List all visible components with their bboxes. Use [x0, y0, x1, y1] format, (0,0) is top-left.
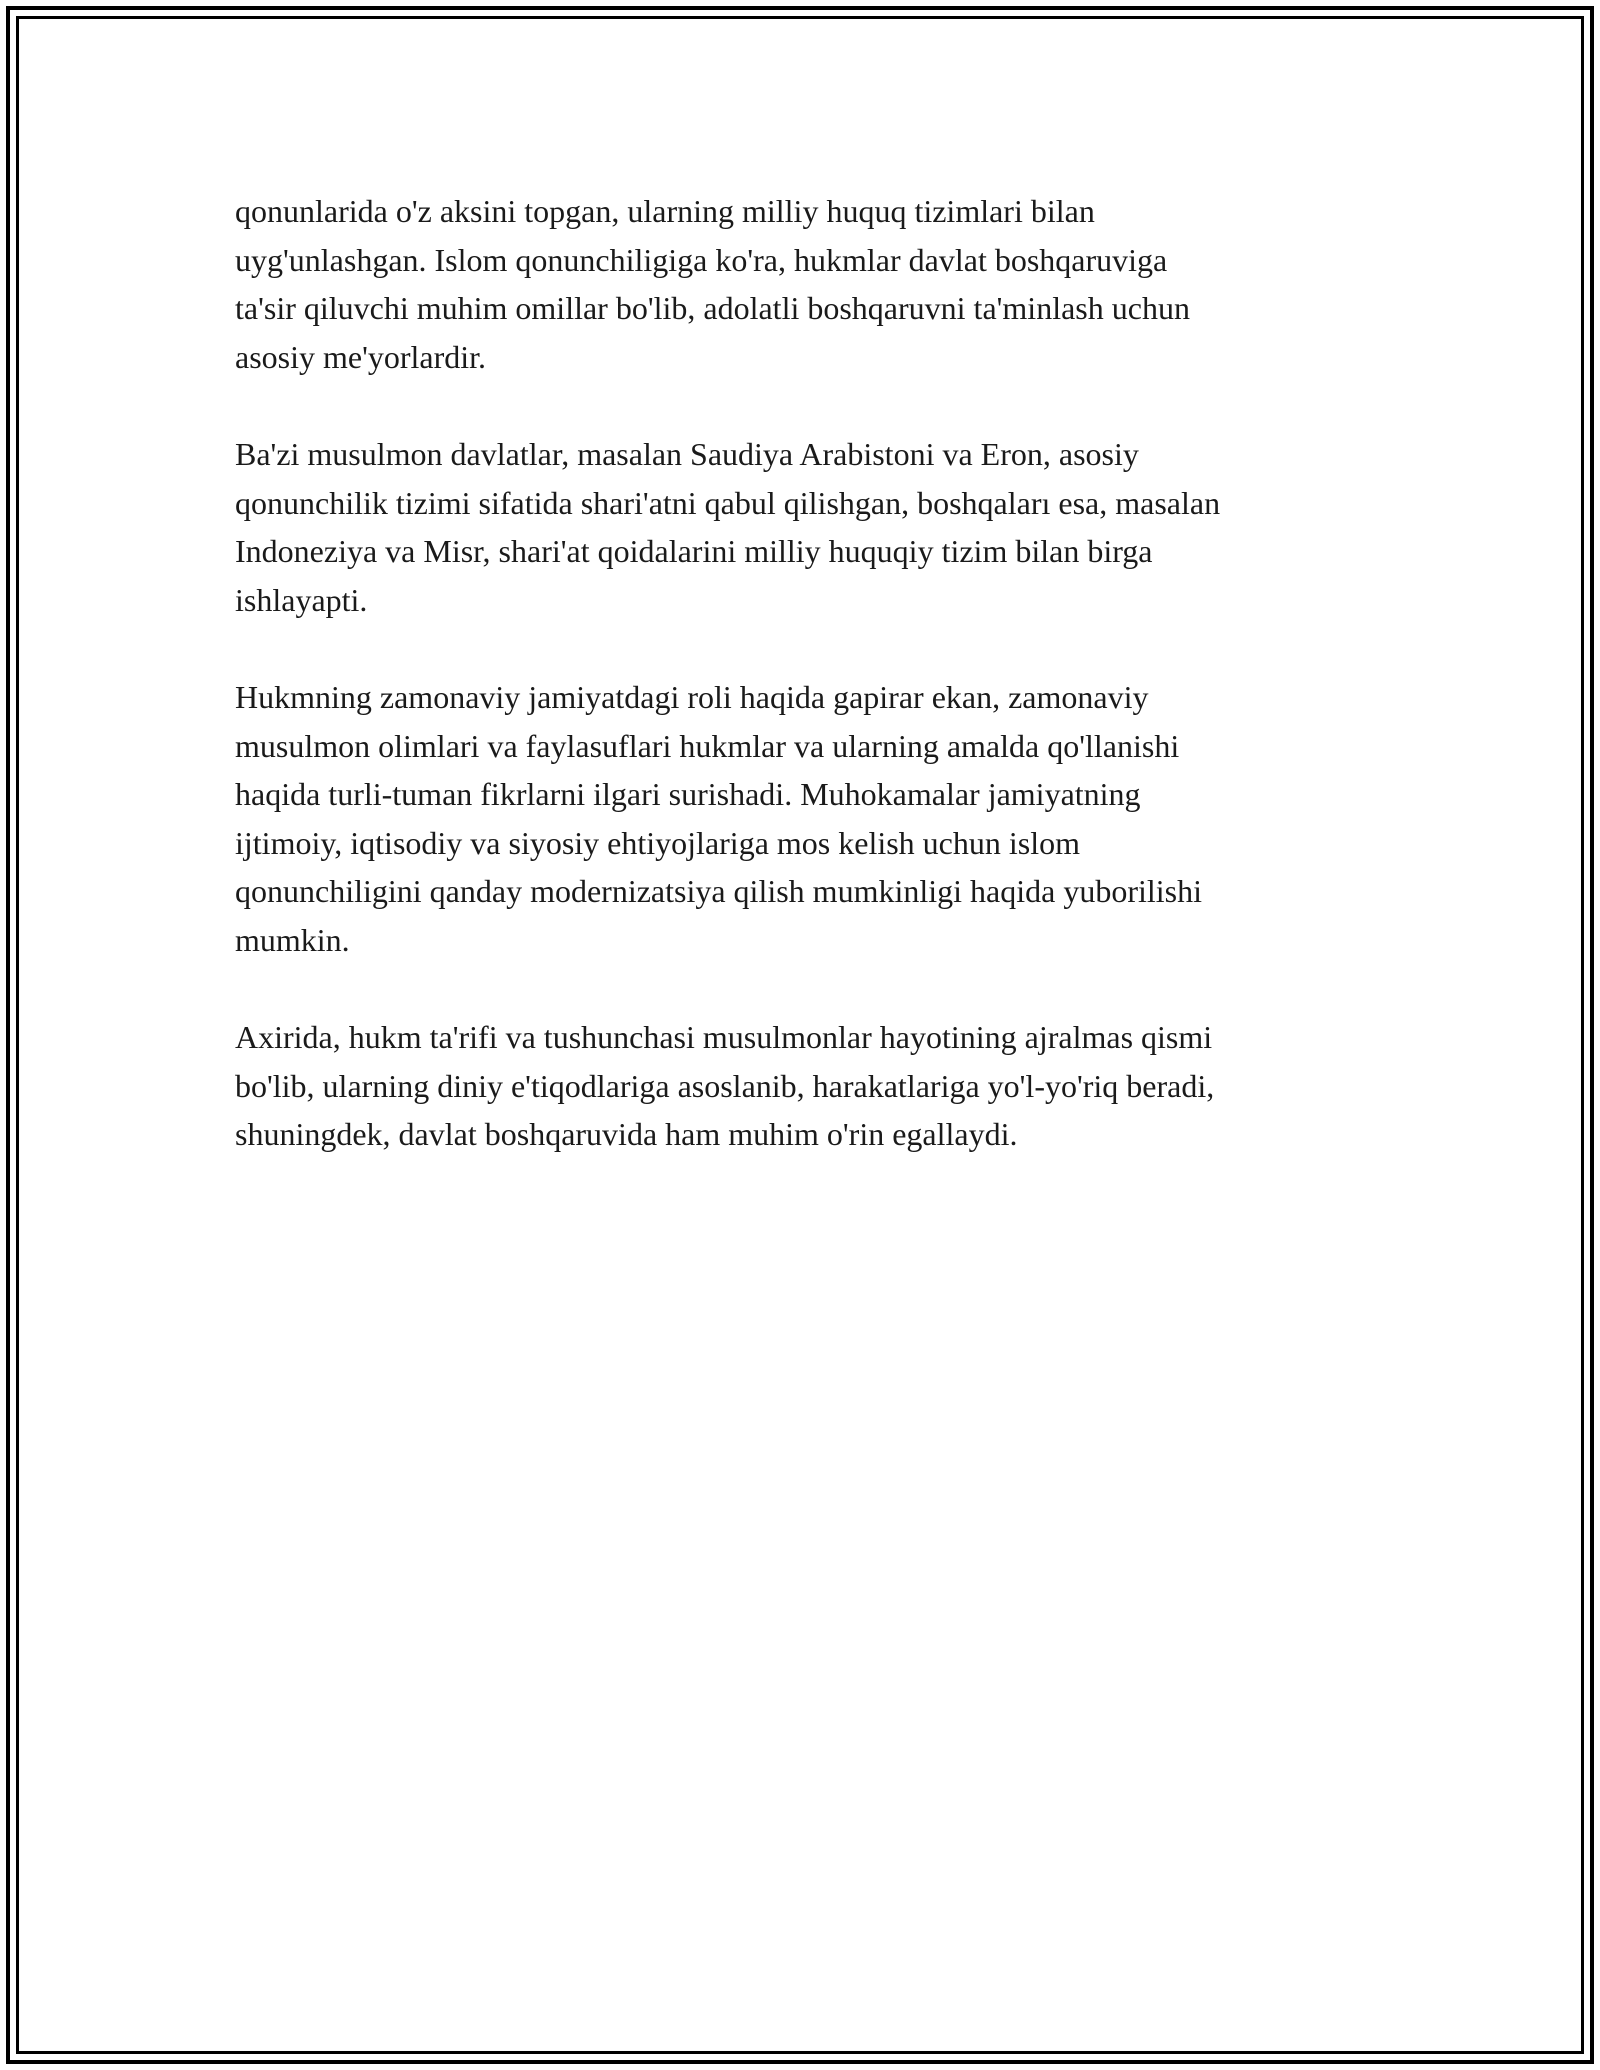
- paragraph-1: qonunlarida o'z aksini topgan, ularning milliy huquq tizimlari bilan uyg'unlashgan. Islom qonunchiligiga ko'ra, hukmlar davlat boshqaruviga ta'sir qiluvchi muhim omillar bo'lib, adolatli boshqaruvni ta'minlash uchun asosiy me'yorlardir.: [235, 193, 1190, 375]
- paragraph-3: Hukmning zamonaviy jamiyatdagi roli haqida gapirar ekan, zamonaviy musulmon olimlari va faylasuflari hukmlar va ularning amalda qo'llanishi haqida turli-tuman fikrlarni ilgari surishadi. Muhokamalar jamiyatning ijtimoiy, iqtisodiy va siyosiy ehtiyojlariga mos kelish uchun islom qonunchiligini qanday modernizatsiya qilish mumkinligi haqida yuborilishi mumkin.: [235, 679, 1202, 958]
- paragraph-4: Axirida, hukm ta'rifi va tushunchasi musulmonlar hayotining ajralmas qismi bo'lib, ularning diniy e'tiqodlariga asoslanib, harakatlariga yo'l-yo'riq beradi, shuningdek, davlat boshqaruvida ham muhim o'rin egallaydi.: [235, 1019, 1215, 1152]
- paragraph-2: Ba'zi musulmon davlatlar, masalan Saudiya Arabistoni va Eron, asosiy qonunchilik tizimi sifatida shari'atni qabul qilishgan, boshqaları esa, masalan Indoneziya va Misr, shari'at qoidalarini milliy huquqiy tizim bilan birga ishlayapti.: [235, 436, 1221, 618]
- document-body: [235, 187, 1385, 1208]
